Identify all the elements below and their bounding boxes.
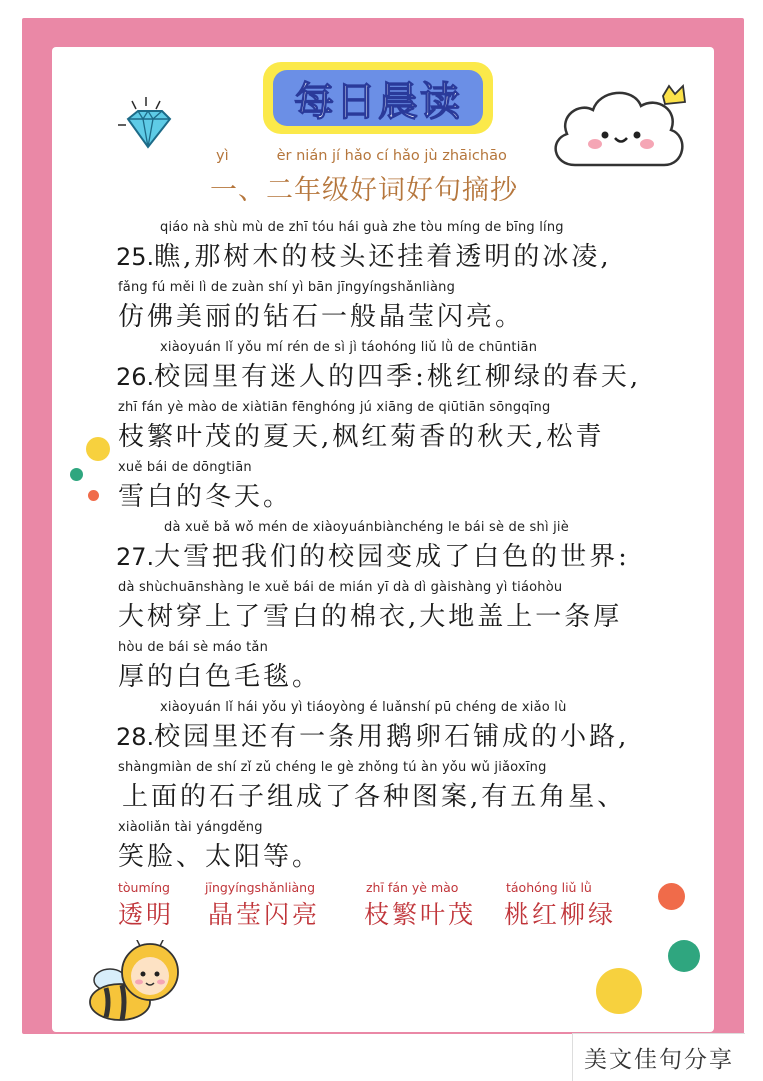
- keyword-pinyin: zhī fán yè mào: [366, 880, 459, 895]
- text-line: 笑脸、太阳等。: [118, 842, 322, 872]
- keyword: 桃红柳绿: [504, 900, 617, 929]
- text-line: 上面的石子组成了各种图案,有五角星、: [122, 782, 627, 812]
- text-line: [116, 356, 641, 393]
- footer-watermark: [572, 1033, 745, 1081]
- pinyin-line: shàngmiàn de shí zǐ zǔ chéng le gè zhǒng tú àn yǒu wǔ jiǎoxīng: [118, 760, 547, 775]
- item-number: 28.: [116, 723, 155, 751]
- text-line: [116, 236, 612, 273]
- page-title: 每日晨读: [294, 78, 462, 125]
- subtitle: 一、二年级好词好句摘抄: [210, 175, 518, 206]
- pinyin-line: xiàoyuán lǐ hái yǒu yì tiáoyòng é luǎnshí pū chéng de xiǎo lù: [160, 700, 567, 715]
- item-number: 26.: [116, 363, 155, 391]
- text-line: 大树穿上了雪白的棉衣,大地盖上一条厚: [118, 602, 623, 632]
- title-badge: [263, 62, 493, 134]
- text-line-content: 大雪把我们的校园变成了白色的世界:: [154, 542, 630, 572]
- pinyin-line: xiàoliǎn tài yángděng: [118, 820, 263, 835]
- keyword-pinyin: tòumíng: [118, 880, 170, 895]
- text-line: 仿佛美丽的钻石一般晶莹闪亮。: [118, 302, 525, 332]
- title-inner: [273, 70, 483, 126]
- yellow-dot: [596, 968, 642, 1014]
- yellow-dot: [86, 437, 110, 461]
- pinyin-line: dà xuě bǎ wǒ mén de xiàoyuánbiànchéng le bái sè de shì jiè: [164, 520, 569, 535]
- green-dot: [668, 940, 700, 972]
- keyword-pinyin: jīngyíngshǎnliàng: [205, 880, 316, 895]
- item-number: 25.: [116, 243, 155, 271]
- text-line-content: 瞧,那树木的枝头还挂着透明的冰凌,: [154, 242, 612, 272]
- subtitle-pinyin: [210, 148, 570, 164]
- text-line-content: 校园里有迷人的四季:桃红柳绿的春天,: [154, 362, 642, 392]
- item-number: 27.: [116, 543, 155, 571]
- text-line: [116, 536, 630, 573]
- text-line: 枝繁叶茂的夏天,枫红菊香的秋天,松青: [118, 422, 605, 452]
- keyword: 晶莹闪亮: [208, 900, 321, 929]
- pinyin-line: dà shùchuānshàng le xuě bái de mián yī dà dì gàishàng yì tiáohòu: [118, 580, 563, 595]
- footer-text: 美文佳句分享: [584, 1047, 734, 1073]
- diamond-icon: [110, 95, 190, 155]
- orange-dot: [88, 490, 99, 501]
- keyword-pinyin: táohóng liǔ lǜ: [506, 880, 592, 895]
- pinyin-line: hòu de bái sè máo tǎn: [118, 640, 269, 655]
- pinyin-line: xiàoyuán lǐ yǒu mí rén de sì jì táohóng liǔ lǜ de chūntiān: [160, 340, 538, 355]
- pinyin-line: fǎng fú měi lì de zuàn shí yì bān jīngyíngshǎnliàng: [118, 280, 456, 295]
- subtitle-pinyin-2: èr nián jí hǎo cí hǎo jù zhāichāo: [276, 148, 507, 164]
- cloud-face-icon: [545, 80, 695, 180]
- keyword: 枝繁叶茂: [364, 900, 477, 929]
- text-line-content: 校园里还有一条用鹅卵石铺成的小路,: [154, 722, 630, 752]
- pinyin-line: zhī fán yè mào de xiàtiān fēnghóng jú xiāng de qiūtiān sōngqīng: [118, 400, 551, 415]
- text-line: 雪白的冬天。: [118, 482, 293, 512]
- orange-dot: [658, 883, 685, 910]
- pinyin-line: xuě bái de dōngtiān: [118, 460, 252, 475]
- teal-dot: [70, 468, 83, 481]
- bee-icon: [80, 940, 190, 1030]
- text-line: 厚的白色毛毯。: [118, 662, 322, 692]
- text-line: [116, 716, 629, 753]
- pinyin-line: qiáo nà shù mù de zhī tóu hái guà zhe tòu míng de bīng líng: [160, 220, 564, 235]
- subtitle-pinyin-1: yì: [216, 148, 229, 164]
- keyword: 透明: [118, 900, 175, 929]
